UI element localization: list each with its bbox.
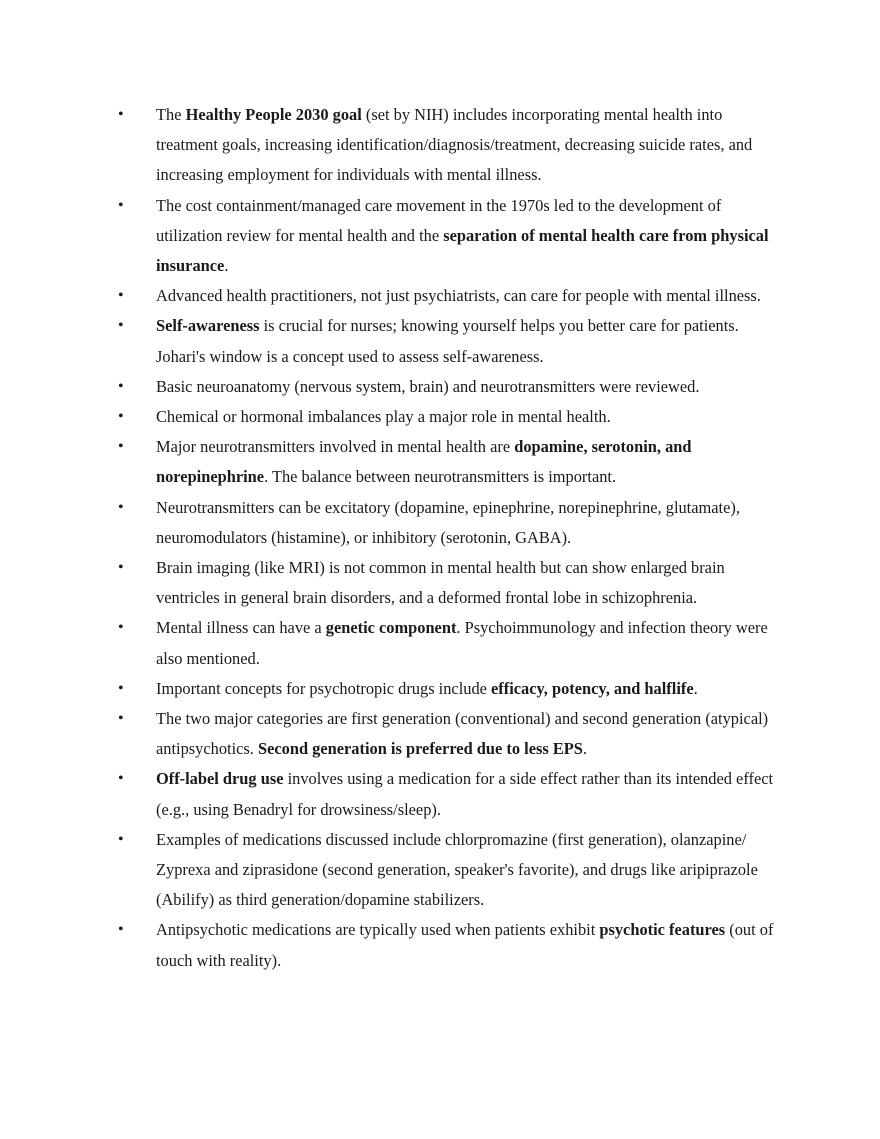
text-segment: Chemical or hormonal imbalances play a major role in mental health. <box>156 407 611 427</box>
list-item <box>118 432 788 492</box>
bullet-text <box>156 920 773 969</box>
bullet-text <box>156 498 740 547</box>
text-segment: Mental illness can have a <box>156 618 326 638</box>
bullet-text <box>156 558 725 607</box>
list-item <box>118 281 788 311</box>
list-item <box>118 825 788 916</box>
list-item <box>118 493 788 553</box>
text-segment: (out of touch with reality). <box>156 920 774 970</box>
bold-text-segment: Self-awareness <box>156 316 260 336</box>
bullet-icon: • <box>118 196 124 214</box>
list-item <box>118 100 788 191</box>
text-segment: Brain imaging (like MRI) is not common in mental health but can show enlarged brain ventricles in general brain disorders, and a deformed frontal lobe in schizophrenia. <box>156 558 725 608</box>
list-item <box>118 372 788 402</box>
bullet-text <box>156 618 768 667</box>
text-segment: Examples of medications discussed include chlorpromazine (first generation), olanzapine/ Zyprexa and ziprasidone (second generation, speaker's favorite), and drugs like aripiprazole (Abilify) as third generation/dopamine stabilizers. <box>156 829 758 910</box>
text-segment: . Psychoimmunology and infection theory were also mentioned. <box>156 618 768 668</box>
bullet-icon: • <box>118 377 124 395</box>
bullet-icon: • <box>118 619 124 637</box>
bullet-text <box>156 437 692 486</box>
bullet-text <box>156 286 761 305</box>
text-segment: . The balance between neurotransmitters is important. <box>264 467 617 487</box>
bullet-icon: • <box>118 498 124 516</box>
bold-text-segment: separation of mental health care from physical insurance <box>156 225 769 276</box>
bold-text-segment: efficacy, potency, and halflife <box>491 678 694 698</box>
list-item <box>118 311 788 371</box>
bullet-text <box>156 769 773 818</box>
bullet-icon: • <box>118 921 124 939</box>
bold-text-segment: Healthy People 2030 goal <box>185 105 362 124</box>
text-segment: involves using a medication for a side effect rather than its intended effect (e.g., using Benadryl for drowsiness/sleep). <box>156 769 774 819</box>
bullet-icon: • <box>118 830 124 848</box>
bold-text-segment: dopamine, serotonin, and norepinephrine <box>156 437 692 487</box>
text-segment: Antipsychotic medications are typically used when patients exhibit <box>156 920 600 940</box>
bold-text-segment: psychotic features <box>599 920 726 940</box>
bold-text-segment: Second generation is preferred due to less EPS <box>257 739 583 759</box>
bullet-icon: • <box>118 408 124 426</box>
bullet-list <box>118 100 788 976</box>
bullet-text <box>156 709 768 758</box>
list-item <box>118 553 788 613</box>
text-segment: Major neurotransmitters involved in mental health are <box>156 437 515 457</box>
text-segment: Neurotransmitters can be excitatory (dopamine, epinephrine, norepinephrine, glutamate), neuromodulators (histamine), or inhibitory (serotonin, GABA). <box>156 497 740 547</box>
text-segment: . <box>693 678 698 698</box>
text-segment: The cost containment/managed care movement in the 1970s led to the development of utilization review for mental health and the <box>156 195 722 245</box>
bullet-text <box>156 679 698 698</box>
text-segment: Advanced health practitioners, not just psychiatrists, can care for people with mental illness. <box>156 286 761 306</box>
text-segment: Important concepts for psychotropic drugs include <box>156 678 492 698</box>
bullet-text <box>156 196 769 275</box>
list-item <box>118 764 788 824</box>
list-item <box>118 191 788 282</box>
bullet-icon: • <box>118 710 124 728</box>
text-segment: Basic neuroanatomy (nervous system, brain) and neurotransmitters were reviewed. <box>156 376 700 396</box>
text-segment: . <box>224 256 229 276</box>
bullet-icon: • <box>118 287 124 305</box>
bullet-text <box>156 407 611 426</box>
text-segment: The <box>156 105 186 124</box>
list-item <box>118 613 788 673</box>
list-item <box>118 915 788 975</box>
list-item <box>118 704 788 764</box>
bullet-icon: • <box>118 317 124 335</box>
text-segment: . <box>582 739 588 759</box>
bullet-icon: • <box>118 438 124 456</box>
bullet-text <box>156 316 739 365</box>
text-segment: is crucial for nurses; knowing yourself helps you better care for patients. Johari's window is a concept used to assess self-awareness. <box>156 316 739 366</box>
bold-text-segment: Off-label drug use <box>156 769 284 789</box>
bullet-icon: • <box>118 559 124 577</box>
text-segment: (set by NIH) includes incorporating mental health into treatment goals, increasing identification/diagnosis/treatment, decreasing suicide rates, and increasing employment for individuals with mental illness. <box>156 105 753 185</box>
list-item <box>118 674 788 704</box>
bullet-icon: • <box>118 679 124 697</box>
bullet-text <box>156 105 752 184</box>
bullet-text <box>156 830 758 909</box>
bullet-icon: • <box>118 770 124 788</box>
bullet-text <box>156 377 699 396</box>
bullet-icon: • <box>118 106 124 123</box>
text-segment: The two major categories are first generation (conventional) and second generation (atypical) antipsychotics. <box>156 709 769 759</box>
list-item <box>118 402 788 432</box>
bold-text-segment: genetic component <box>325 618 457 638</box>
